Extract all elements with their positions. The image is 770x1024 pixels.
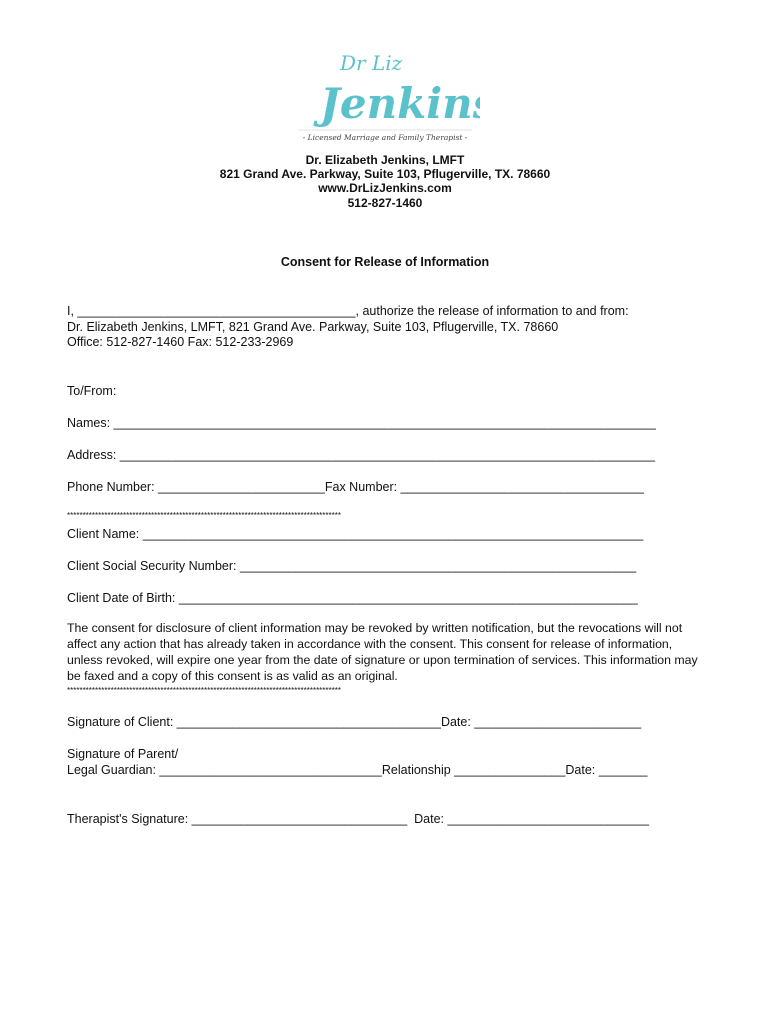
provider-info-line: Dr. Elizabeth Jenkins, LMFT, 821 Grand Ave. Parkway, Suite 103, Pflugerville, TX. 78660 xyxy=(67,320,559,334)
to-from-label: To/From: xyxy=(67,384,117,398)
form-title: Consent for Release of Information xyxy=(280,255,490,269)
separator-stars-top: **************************************************************************************** xyxy=(67,511,341,520)
logo-script-text: Dr Liz xyxy=(340,51,403,75)
office-address: 821 Grand Ave. Parkway, Suite 103, Pflugerville, TX. 78660 xyxy=(219,167,551,181)
office-contact-line: Office: 512-827-1460 Fax: 512-233-2969 xyxy=(67,335,294,349)
names-field[interactable]: Names: ______________________________________________________________________________ xyxy=(67,416,656,430)
consent-paragraph: The consent for disclosure of client information may be revoked by written notification, but the revocations will not affect any action that has already taken in accordance with the consent. This consent for release of information, unless revoked, will expire one year from the date of signature or upon termination of services. This information may be faxed and a copy of this consent is as valid as an original. xyxy=(67,621,698,683)
address-field[interactable]: Address: _____________________________________________________________________________ xyxy=(67,448,656,462)
client-ssn-field[interactable]: Client Social Security Number: _________________________________________________________ xyxy=(67,559,637,573)
client-signature-field[interactable]: Signature of Client: ______________________________________Date: ________________________ xyxy=(67,715,642,729)
client-dob-field[interactable]: Client Date of Birth: __________________________________________________________________ xyxy=(67,591,638,605)
parent-signature-label: Signature of Parent/ xyxy=(67,747,179,761)
office-phone: 512-827-1460 xyxy=(347,196,423,210)
guardian-signature-field[interactable]: Legal Guardian: ________________________________Relationship ________________Date: _______ xyxy=(67,763,648,777)
separator-stars-bottom: **************************************************************************************** xyxy=(67,686,341,695)
practice-logo xyxy=(290,44,480,149)
logo-main-text: Jenkins xyxy=(320,79,480,128)
phone-fax-field[interactable]: Phone Number: ________________________Fax Number: ___________________________________ xyxy=(67,480,644,494)
client-name-field[interactable]: Client Name: ________________________________________________________________________ xyxy=(67,527,644,541)
logo-tagline: - Licensed Marriage and Family Therapist - xyxy=(302,133,468,142)
website-link[interactable]: www.DrLizJenkins.com xyxy=(318,181,452,195)
therapist-signature-field[interactable]: Therapist's Signature: _______________________________ Date: _____________________________ xyxy=(67,812,650,826)
therapist-name: Dr. Elizabeth Jenkins, LMFT xyxy=(305,153,465,167)
authorization-line[interactable]: I, ________________________________________, authorize the release of information to and from: xyxy=(67,304,629,318)
